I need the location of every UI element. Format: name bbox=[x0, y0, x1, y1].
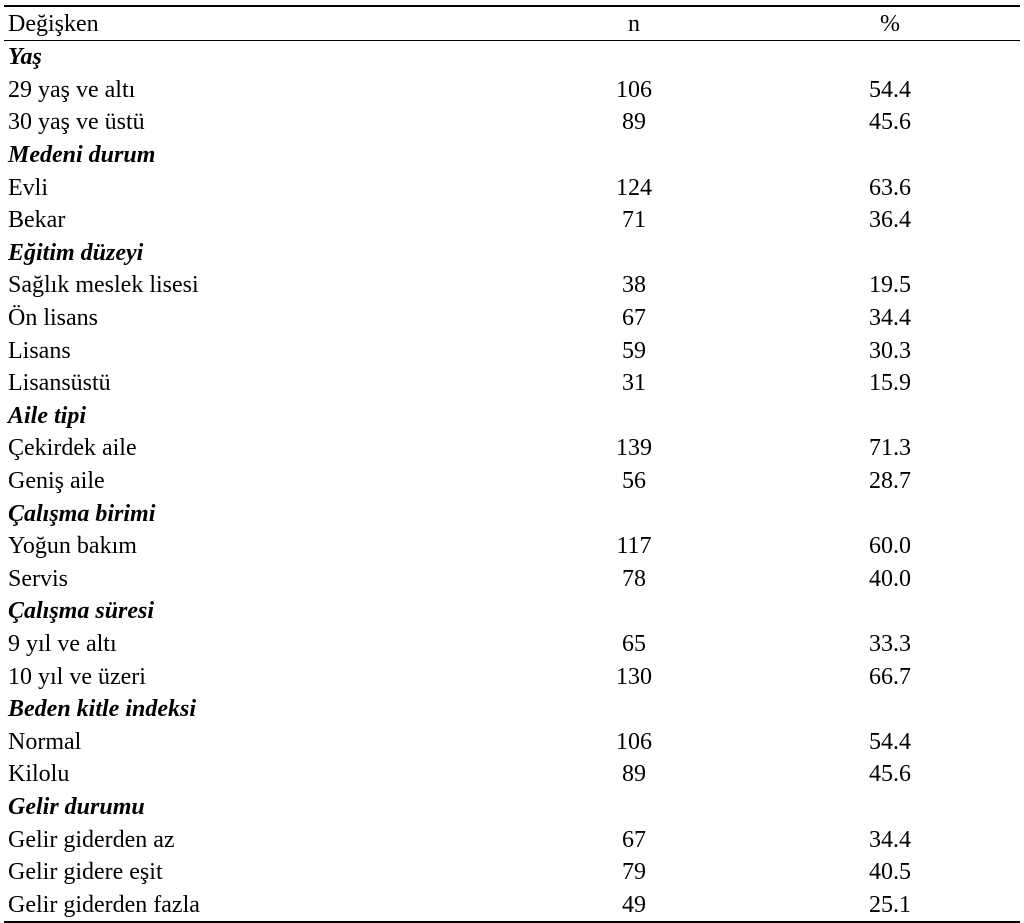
row-n: 106 bbox=[616, 76, 652, 103]
row-percent: 40.0 bbox=[869, 565, 911, 592]
row-percent: 36.4 bbox=[869, 207, 911, 234]
header-percent: % bbox=[880, 10, 900, 37]
row-label: Sağlık meslek lisesi bbox=[8, 272, 199, 299]
row-n: 71 bbox=[622, 207, 646, 234]
table-row bbox=[4, 530, 1020, 563]
row-n: 56 bbox=[622, 468, 646, 495]
row-label: 30 yaş ve üstü bbox=[8, 109, 145, 136]
table-row bbox=[4, 106, 1020, 139]
row-n: 67 bbox=[622, 305, 646, 332]
row-n: 79 bbox=[622, 859, 646, 886]
header-variable: Değişken bbox=[8, 10, 99, 37]
table-row bbox=[4, 171, 1020, 204]
group-label: Aile tipi bbox=[8, 402, 86, 429]
row-percent: 40.5 bbox=[869, 859, 911, 886]
row-percent: 45.6 bbox=[869, 109, 911, 136]
row-percent: 54.4 bbox=[869, 728, 911, 755]
table-group-row bbox=[4, 237, 1020, 270]
table-row bbox=[4, 856, 1020, 889]
table-group-row bbox=[4, 497, 1020, 530]
row-n: 89 bbox=[622, 761, 646, 788]
row-n: 59 bbox=[622, 337, 646, 364]
row-label: Gelir giderden az bbox=[8, 826, 175, 853]
row-label: Bekar bbox=[8, 207, 66, 234]
row-label: 29 yaş ve altı bbox=[8, 76, 136, 103]
row-percent: 15.9 bbox=[869, 370, 911, 397]
group-label: Medeni durum bbox=[8, 142, 156, 169]
table-group-row bbox=[4, 139, 1020, 172]
row-n: 117 bbox=[616, 533, 652, 560]
table-row bbox=[4, 823, 1020, 856]
table-group-row bbox=[4, 693, 1020, 726]
row-n: 130 bbox=[616, 663, 652, 690]
row-percent: 34.4 bbox=[869, 305, 911, 332]
table-row bbox=[4, 269, 1020, 302]
table-row bbox=[4, 334, 1020, 367]
row-percent: 30.3 bbox=[869, 337, 911, 364]
row-label: Kilolu bbox=[8, 761, 70, 788]
row-label: 10 yıl ve üzeri bbox=[8, 663, 146, 690]
table-row bbox=[4, 204, 1020, 237]
row-n: 139 bbox=[616, 435, 652, 462]
group-label: Gelir durumu bbox=[8, 793, 145, 820]
table-body bbox=[4, 41, 1020, 921]
row-percent: 19.5 bbox=[869, 272, 911, 299]
table-group-row bbox=[4, 791, 1020, 824]
demographics-table bbox=[4, 5, 1020, 923]
group-label: Çalışma birimi bbox=[8, 500, 156, 527]
row-label: Lisans bbox=[8, 337, 71, 364]
row-n: 38 bbox=[622, 272, 646, 299]
group-label: Beden kitle indeksi bbox=[8, 696, 196, 723]
row-percent: 71.3 bbox=[869, 435, 911, 462]
table-row bbox=[4, 367, 1020, 400]
table-row bbox=[4, 758, 1020, 791]
table-row bbox=[4, 660, 1020, 693]
row-label: Yoğun bakım bbox=[8, 533, 137, 560]
table-row bbox=[4, 465, 1020, 498]
row-label: Çekirdek aile bbox=[8, 435, 137, 462]
row-label: 9 yıl ve altı bbox=[8, 630, 117, 657]
row-label: Ön lisans bbox=[8, 305, 98, 332]
header-n: n bbox=[628, 10, 640, 37]
group-label: Yaş bbox=[8, 44, 42, 71]
table-row bbox=[4, 563, 1020, 596]
row-n: 31 bbox=[622, 370, 646, 397]
row-n: 49 bbox=[622, 891, 646, 918]
group-label: Çalışma süresi bbox=[8, 598, 155, 625]
row-label: Lisansüstü bbox=[8, 370, 111, 397]
row-percent: 34.4 bbox=[869, 826, 911, 853]
row-label: Normal bbox=[8, 728, 82, 755]
table-header-row bbox=[4, 7, 1020, 40]
row-n: 124 bbox=[616, 174, 652, 201]
row-percent: 33.3 bbox=[869, 630, 911, 657]
row-percent: 28.7 bbox=[869, 468, 911, 495]
row-label: Gelir gidere eşit bbox=[8, 859, 163, 886]
row-label: Geniş aile bbox=[8, 468, 105, 495]
row-percent: 63.6 bbox=[869, 174, 911, 201]
table-group-row bbox=[4, 595, 1020, 628]
table-row bbox=[4, 302, 1020, 335]
row-n: 106 bbox=[616, 728, 652, 755]
table-group-row bbox=[4, 41, 1020, 74]
row-percent: 66.7 bbox=[869, 663, 911, 690]
table-row bbox=[4, 628, 1020, 661]
table-group-row bbox=[4, 400, 1020, 433]
row-percent: 25.1 bbox=[869, 891, 911, 918]
row-n: 65 bbox=[622, 630, 646, 657]
row-n: 89 bbox=[622, 109, 646, 136]
row-label: Gelir giderden fazla bbox=[8, 891, 200, 918]
row-n: 67 bbox=[622, 826, 646, 853]
table-row bbox=[4, 888, 1020, 921]
row-percent: 54.4 bbox=[869, 76, 911, 103]
row-label: Servis bbox=[8, 565, 68, 592]
row-label: Evli bbox=[8, 174, 48, 201]
row-n: 78 bbox=[622, 565, 646, 592]
group-label: Eğitim düzeyi bbox=[8, 239, 144, 266]
row-percent: 45.6 bbox=[869, 761, 911, 788]
row-percent: 60.0 bbox=[869, 533, 911, 560]
table-row bbox=[4, 725, 1020, 758]
table-row bbox=[4, 74, 1020, 107]
table-row bbox=[4, 432, 1020, 465]
